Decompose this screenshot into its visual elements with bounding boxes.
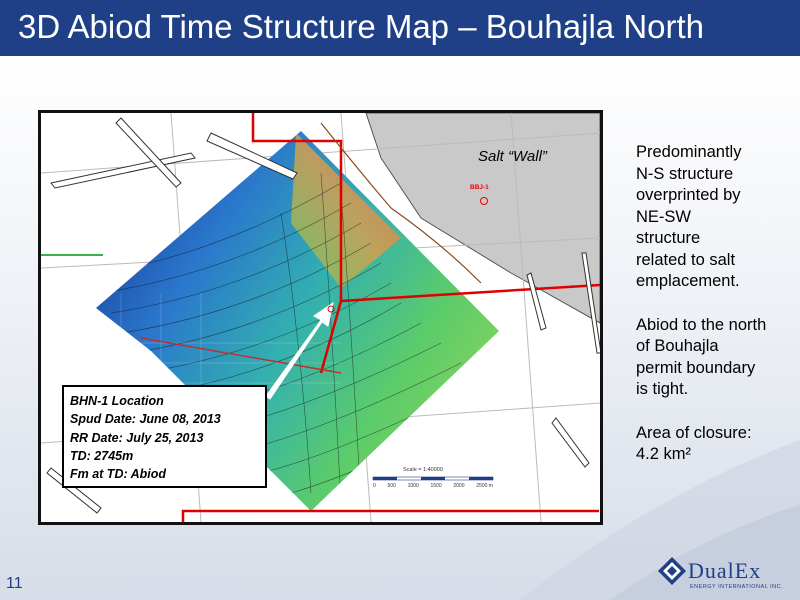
scale-ticks [373, 483, 493, 489]
note-structure: Predominantly N-S structure overprinted by NE-SW structure related to salt emplacement. [636, 143, 742, 290]
formation-at-td: Fm at TD: Abiod [70, 467, 167, 482]
well-info-box [62, 385, 267, 488]
logo-subtitle: ENERGY INTERNATIONAL INC. [690, 584, 784, 590]
page-number: 11 [6, 575, 23, 592]
scale-tick: 1500 [430, 483, 442, 489]
logo-name: DualEx [688, 558, 762, 583]
scale-tick: 2000 [453, 483, 465, 489]
rr-date: RR Date: July 25, 2013 [70, 430, 204, 445]
slide-title: 3D Abiod Time Structure Map – Bouhajla North [18, 8, 705, 45]
scale-bar [373, 477, 493, 480]
well-label-bbj-1: BBJ-1 [470, 184, 489, 191]
dualex-logo [658, 555, 798, 600]
slide-notes [636, 142, 796, 488]
scale-tick: 2500 m [476, 483, 493, 489]
note-abiod: Abiod to the north of Bouhajla permit boundary is tight. [636, 315, 767, 398]
scale-tick: 500 [387, 483, 396, 489]
well-location-label: BHN-1 Location [70, 394, 164, 408]
salt-wall-label: Salt “Wall” [478, 148, 547, 165]
spud-date: Spud Date: June 08, 2013 [70, 412, 221, 427]
scale-tick: 1000 [407, 483, 419, 489]
total-depth: TD: 2745m [70, 448, 134, 463]
note-closure: Area of closure: 4.2 km² [636, 423, 752, 463]
scale-label: Scale = 1:40000 [403, 467, 443, 473]
diamond-logo-icon [658, 557, 686, 585]
scale-tick: 0 [373, 483, 376, 489]
